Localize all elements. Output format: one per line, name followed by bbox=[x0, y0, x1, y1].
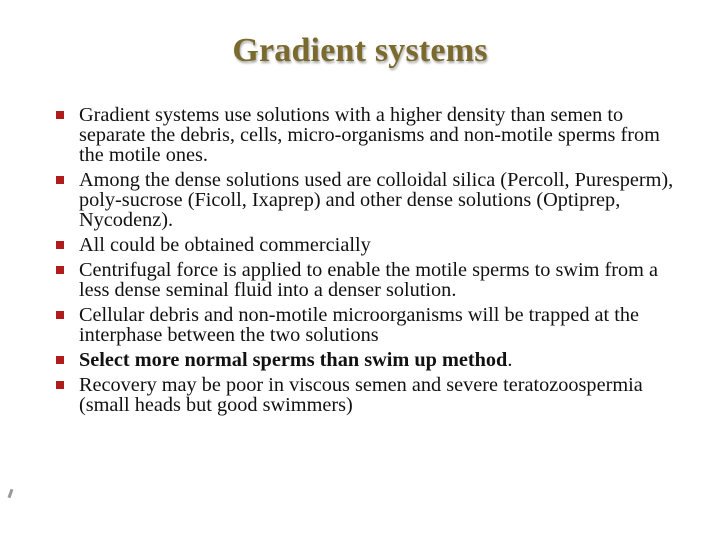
bullet-text: Cellular debris and non-motile microorganisms will be trapped at the interphase between the two solutions bbox=[79, 304, 640, 346]
bullet-item bbox=[54, 105, 674, 165]
bullet-item bbox=[54, 350, 674, 370]
bullet-item bbox=[54, 170, 674, 230]
square-bullet-icon bbox=[56, 266, 64, 274]
square-bullet-icon bbox=[56, 176, 64, 184]
bullet-text: Recovery may be poor in viscous semen and severe teratozoospermia (small heads but good swimmers) bbox=[79, 374, 643, 416]
bullet-item bbox=[54, 260, 674, 300]
bullet-item bbox=[54, 375, 674, 415]
square-bullet-icon bbox=[56, 356, 64, 364]
square-bullet-icon bbox=[56, 241, 64, 249]
bullet-text: Gradient systems use solutions with a higher density than semen to separate the debris, cells, micro-organisms and non-motile sperms from the motile ones. bbox=[79, 104, 660, 166]
square-bullet-icon bbox=[56, 111, 64, 119]
bullet-text-suffix: . bbox=[507, 349, 513, 371]
bullet-item bbox=[54, 305, 674, 345]
stray-mark bbox=[8, 489, 14, 498]
bullet-item bbox=[54, 235, 674, 255]
bullet-text: Among the dense solutions used are colloidal silica (Percoll, Puresperm), poly-sucrose (Ficoll, Ixaprep) and other dense solutions (Optiprep, Nycodenz). bbox=[79, 169, 674, 231]
bullet-text-bold: Select more normal sperms than swim up method bbox=[79, 349, 508, 371]
square-bullet-icon bbox=[56, 381, 64, 389]
bullet-text: All could be obtained commercially bbox=[79, 234, 371, 256]
slide-title: Gradient systems bbox=[232, 32, 488, 69]
bullet-list bbox=[54, 105, 674, 420]
square-bullet-icon bbox=[56, 311, 64, 319]
bullet-text: Centrifugal force is applied to enable the motile sperms to swim from a less dense seminal fluid into a denser solution. bbox=[79, 259, 658, 301]
